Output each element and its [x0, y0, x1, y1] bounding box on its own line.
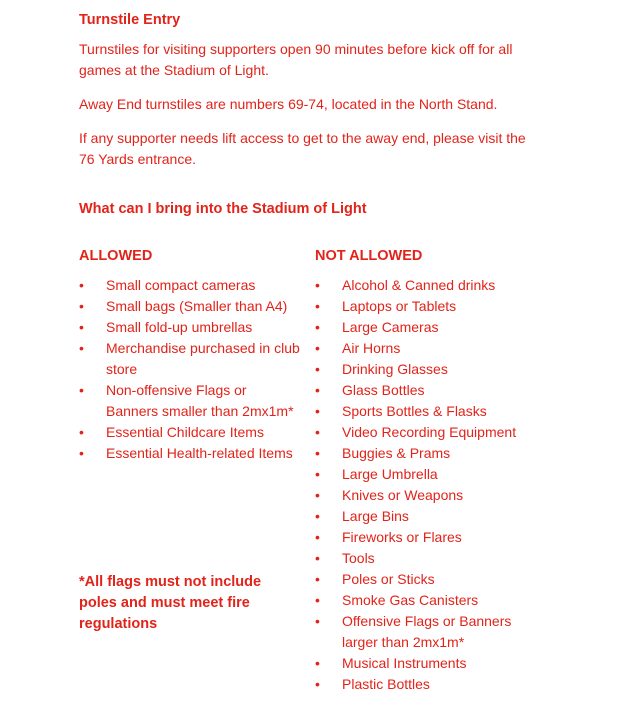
- allowed-item: [79, 275, 301, 296]
- bullet-icon: •: [315, 487, 320, 503]
- not-allowed-item: [315, 359, 537, 380]
- list-item-label: Glass Bottles: [342, 382, 425, 398]
- list-item-label: Air Horns: [342, 340, 401, 356]
- bullet-icon: •: [315, 676, 320, 692]
- bullet-icon: •: [315, 277, 320, 293]
- allowed-list: [79, 275, 301, 464]
- bullet-icon: •: [79, 277, 84, 293]
- list-item-label: Merchandise purchased in club store: [106, 340, 300, 377]
- not-allowed-item: [315, 611, 537, 653]
- bullet-icon: •: [315, 508, 320, 524]
- list-item-label: Small bags (Smaller than A4): [106, 298, 288, 314]
- allowed-item: [79, 422, 301, 443]
- not-allowed-heading: NOT ALLOWED: [315, 248, 423, 264]
- list-item-label: Small fold-up umbrellas: [106, 319, 253, 335]
- list-item-label: Essential Childcare Items: [106, 424, 264, 440]
- list-item-label: Knives or Weapons: [342, 487, 464, 503]
- bullet-icon: •: [315, 382, 320, 398]
- bullet-icon: •: [79, 340, 84, 356]
- list-item-label: Buggies & Prams: [342, 445, 451, 461]
- list-item-label: Essential Health-related Items: [106, 445, 293, 461]
- not-allowed-item: [315, 296, 537, 317]
- list-item-label: Small compact cameras: [106, 277, 256, 293]
- not-allowed-item: [315, 464, 537, 485]
- allowed-heading: ALLOWED: [79, 248, 153, 264]
- list-item-label: Tools: [342, 550, 375, 566]
- allowed-item: [79, 338, 301, 380]
- list-item-label: Offensive Flags or Banners larger than 2mx1m*: [342, 613, 512, 650]
- flags-footnote: *All flags must not include poles and must meet fire regulations: [79, 574, 262, 632]
- list-item-label: Musical Instruments: [342, 655, 467, 671]
- bullet-icon: •: [315, 529, 320, 545]
- bullet-icon: •: [315, 466, 320, 482]
- not-allowed-item: [315, 401, 537, 422]
- list-item-label: Fireworks or Flares: [342, 529, 462, 545]
- bullet-icon: •: [315, 550, 320, 566]
- not-allowed-item: [315, 569, 537, 590]
- bullet-icon: •: [315, 613, 320, 629]
- bullet-icon: •: [315, 655, 320, 671]
- bullet-icon: •: [315, 424, 320, 440]
- list-item-label: Laptops or Tablets: [342, 298, 457, 314]
- not-allowed-item: [315, 548, 537, 569]
- list-item-label: Poles or Sticks: [342, 571, 435, 587]
- list-item-label: Large Umbrella: [342, 466, 438, 482]
- list-item-label: Plastic Bottles: [342, 676, 430, 692]
- not-allowed-item: [315, 275, 537, 296]
- bullet-icon: •: [315, 361, 320, 377]
- turnstile-opening-paragraph: Turnstiles for visiting supporters open 90 minutes before kick off for all games at the Stadium of Light.: [79, 41, 513, 78]
- what-can-i-bring-heading: What can I bring into the Stadium of Light: [79, 201, 367, 217]
- bullet-icon: •: [79, 298, 84, 314]
- not-allowed-item: [315, 674, 537, 695]
- list-item-label: Alcohol & Canned drinks: [342, 277, 496, 293]
- away-end-turnstiles-paragraph: Away End turnstiles are numbers 69-74, located in the North Stand.: [79, 96, 498, 112]
- bullet-icon: •: [79, 424, 84, 440]
- not-allowed-item: [315, 380, 537, 401]
- not-allowed-item: [315, 506, 537, 527]
- allowed-item: [79, 443, 301, 464]
- bullet-icon: •: [315, 592, 320, 608]
- allowed-item: [79, 296, 301, 317]
- bullet-icon: •: [315, 445, 320, 461]
- list-item-label: Drinking Glasses: [342, 361, 448, 377]
- not-allowed-item: [315, 443, 537, 464]
- list-item-label: Sports Bottles & Flasks: [342, 403, 487, 419]
- not-allowed-list: [315, 275, 537, 695]
- bullet-icon: •: [79, 445, 84, 461]
- not-allowed-item: [315, 422, 537, 443]
- list-item-label: Large Bins: [342, 508, 409, 524]
- not-allowed-item: [315, 485, 537, 506]
- bullet-icon: •: [79, 319, 84, 335]
- bullet-icon: •: [315, 298, 320, 314]
- not-allowed-item: [315, 590, 537, 611]
- list-item-label: Video Recording Equipment: [342, 424, 517, 440]
- bullet-icon: •: [315, 340, 320, 356]
- list-item-label: Smoke Gas Canisters: [342, 592, 479, 608]
- bullet-icon: •: [315, 571, 320, 587]
- allowed-item: [79, 317, 301, 338]
- bullet-icon: •: [315, 403, 320, 419]
- bullet-icon: •: [315, 319, 320, 335]
- bullet-icon: •: [79, 382, 84, 398]
- not-allowed-item: [315, 653, 537, 674]
- lift-access-paragraph: If any supporter needs lift access to get to the away end, please visit the 76 Yards entrance.: [79, 130, 526, 167]
- turnstile-entry-heading: Turnstile Entry: [79, 12, 181, 28]
- allowed-item: [79, 380, 301, 422]
- list-item-label: Non-offensive Flags or Banners smaller than 2mx1m*: [106, 382, 294, 419]
- list-item-label: Large Cameras: [342, 319, 439, 335]
- not-allowed-item: [315, 527, 537, 548]
- not-allowed-item: [315, 317, 537, 338]
- not-allowed-item: [315, 338, 537, 359]
